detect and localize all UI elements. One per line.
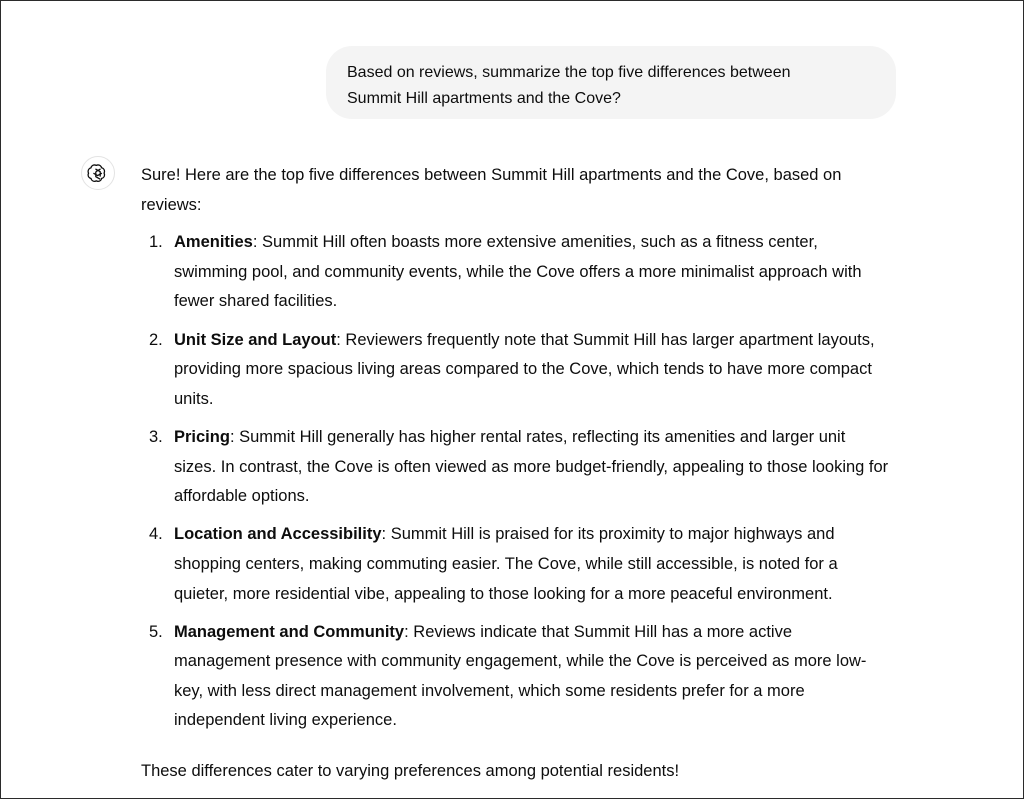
list-item (141, 618, 891, 736)
list-item (141, 326, 891, 415)
list-item-number: 1. (149, 233, 163, 252)
list-item-title: Location and Accessibility (174, 525, 382, 544)
response-intro: Sure! Here are the top five differences between Summit Hill apartments and the Cove, based on reviews: (141, 166, 842, 214)
list-item-title: Management and Community (174, 622, 405, 641)
list-item-number: 2. (149, 330, 163, 349)
list-item (141, 423, 891, 512)
list-item-text: : Reviews indicate that Summit Hill has a more active management presence with community engagement, while the Cove is perceived as more low-key, with less direct management involvement, which some residents prefer for a more independent living experience. (174, 622, 867, 730)
differences-list (141, 228, 891, 736)
list-item-title: Pricing (174, 427, 230, 446)
list-item-text: : Summit Hill is praised for its proximity to major highways and shopping centers, making commuting easier. The Cove, while still accessible, is noted for a quieter, more residential vibe, appealing to those looking for a more peaceful environment. (174, 525, 838, 603)
list-item (141, 520, 891, 609)
list-item-text: : Summit Hill often boasts more extensive amenities, such as a fitness center, swimming pool, and community events, while the Cove offers a more minimalist approach with fewer shared facilities. (174, 233, 862, 311)
list-item-title: Unit Size and Layout (174, 330, 337, 349)
assistant-avatar (81, 156, 115, 190)
list-item-number: 4. (149, 525, 163, 544)
list-item-text: : Reviewers frequently note that Summit Hill has larger apartment layouts, providing more spacious living areas compared to the Cove, which tends to have more compact units. (174, 330, 875, 408)
assistant-response (141, 161, 891, 787)
list-item (141, 228, 891, 317)
user-message-line-1: Based on reviews, summarize the top five differences between (347, 64, 791, 81)
user-message-bubble (326, 46, 896, 119)
list-item-number: 5. (149, 622, 163, 641)
list-item-number: 3. (149, 427, 163, 446)
user-message-line-2: Summit Hill apartments and the Cove? (347, 90, 621, 107)
list-item-title: Amenities (174, 233, 253, 252)
list-item-text: : Summit Hill generally has higher rental rates, reflecting its amenities and larger unit sizes. In contrast, the Cove is often viewed as more budget-friendly, appealing to those looking for affordable options. (174, 427, 889, 506)
openai-logo-icon (87, 162, 109, 184)
response-outro: These differences cater to varying preferences among potential residents! (141, 762, 680, 781)
